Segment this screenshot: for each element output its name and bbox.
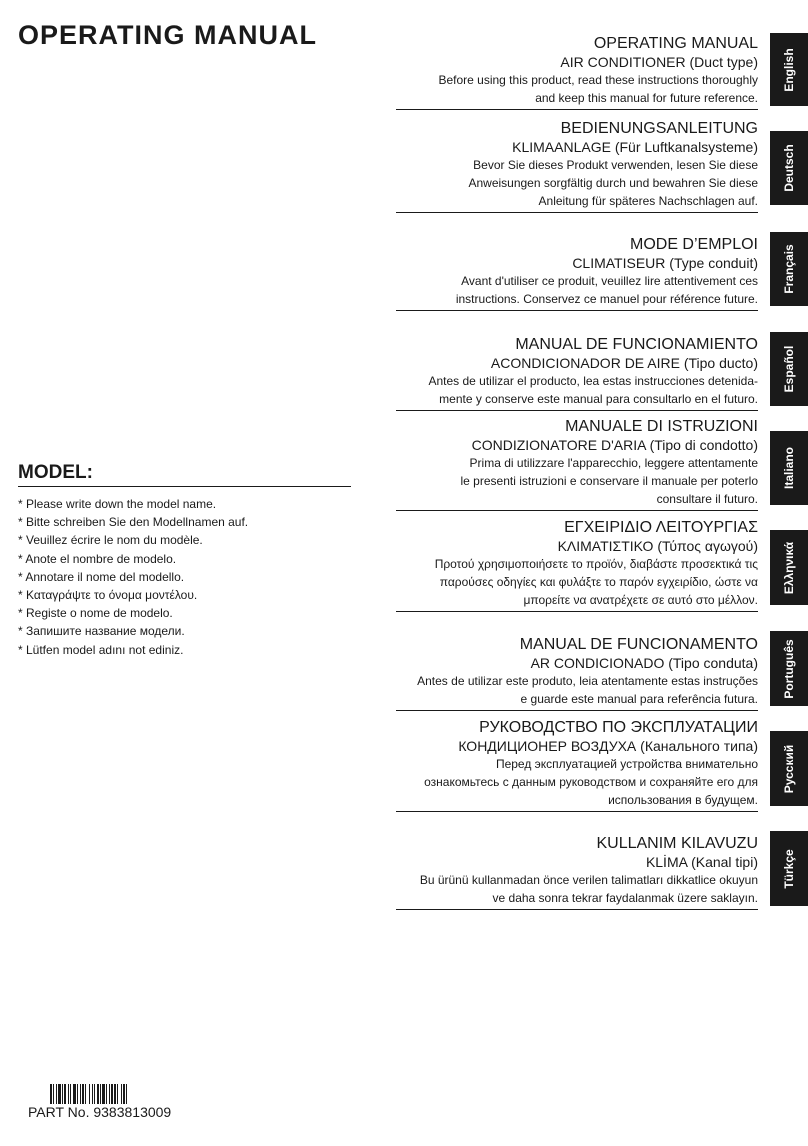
model-notes	[18, 495, 351, 659]
section-title: MANUAL DE FUNCIONAMENTO	[519, 636, 758, 653]
section-description: Prima di utilizzare l'apparecchio, leggere attentamente le presenti istruzioni e conservare il manuale per poterlo consultare il futuro.	[460, 456, 758, 506]
section-description: Antes de utilizar este produto, leia atentamente estas instruções e guarde este manual para referência futura.	[417, 674, 758, 706]
section-italiano	[396, 417, 758, 511]
tab-espanol[interactable]: Español	[770, 332, 808, 406]
tab-italiano[interactable]: Italiano	[770, 431, 808, 505]
section-english	[396, 34, 758, 110]
section-francais	[396, 235, 758, 311]
section-description: Bu ürünü kullanmadan önce verilen talimatları dikkatlice okuyun ve daha sonra tekrar faydalanmak üzere saklayın.	[419, 873, 758, 905]
section-russkiy	[396, 718, 758, 812]
part-number: PART No. 9383813009	[28, 1104, 172, 1120]
section-description: Перед эксплуатацией устройства внимательно ознакомьтесь с данным руководством и сохраняйте его для использования в будущем.	[424, 757, 758, 807]
tab-russkiy[interactable]: Русский	[770, 731, 808, 806]
section-turkce	[396, 834, 758, 910]
model-note: * Запишите название модели.	[18, 624, 185, 639]
model-note: * Anote el nombre de modelo.	[18, 551, 177, 566]
section-deutsch	[396, 119, 758, 213]
section-title: MODE D’EMPLOI	[629, 236, 758, 253]
model-note: * Annotare il nome del modello.	[18, 569, 185, 584]
barcode	[50, 1084, 170, 1104]
barcode-graphic	[50, 1084, 170, 1104]
tab-deutsch[interactable]: Deutsch	[770, 131, 808, 205]
section-subtitle: ACONDICIONADOR DE AIRE (Tipo ducto)	[490, 355, 758, 371]
tab-portugues[interactable]: Português	[770, 631, 808, 706]
model-note: * Please write down the model name.	[18, 497, 217, 511]
tab-ellinika[interactable]: Ελληνικά	[770, 530, 808, 605]
section-description: Antes de utilizar el producto, lea estas instrucciones detenida- mente y conserve este manual para consultarlo en el futuro.	[428, 374, 758, 406]
model-block	[18, 462, 351, 659]
section-title: BEDIENUNGSANLEITUNG	[560, 120, 758, 137]
section-subtitle: КОНДИЦИОНЕР ВОЗДУХА (Канального типа)	[458, 738, 758, 754]
section-title: ΕΓΧΕΙΡΙΔΙΟ ΛΕΙΤΟΥΡΓΙΑΣ	[564, 519, 758, 536]
section-title: MANUAL DE FUNCIONAMIENTO	[515, 336, 758, 353]
section-title: MANUALE DI ISTRUZIONI	[565, 418, 758, 435]
section-description: Bevor Sie dieses Produkt verwenden, lesen Sie diese Anweisungen sorgfältig durch und bewahren Sie diese Anleitung für späteres Nachschlagen auf.	[468, 158, 758, 208]
section-description: Before using this product, read these instructions thoroughly and keep this manual for future reference.	[438, 73, 758, 105]
model-note: * Bitte schreiben Sie den Modellnamen auf.	[18, 515, 249, 530]
section-title: KULLANIM KILAVUZU	[596, 835, 758, 852]
section-subtitle: KLİMA (Kanal tipi)	[645, 854, 758, 870]
model-note: * Veuillez écrire le nom du modèle.	[18, 533, 203, 548]
page-title: OPERATING MANUAL	[18, 20, 317, 50]
section-subtitle: AIR CONDITIONER (Duct type)	[560, 54, 758, 70]
model-note: * Lütfen model adını not ediniz.	[18, 642, 184, 657]
model-label: MODEL:	[18, 462, 351, 487]
section-title: РУКОВОДСТВО ПО ЭКСПЛУАТАЦИИ	[479, 719, 758, 736]
model-note: * Καταγράψτε το όνομα μοντέλου.	[18, 588, 198, 603]
tab-english[interactable]: English	[770, 33, 808, 106]
tab-francais[interactable]: Français	[770, 232, 808, 306]
model-note: * Registe o nome de modelo.	[18, 606, 173, 621]
section-subtitle: AR CONDICIONADO (Tipo conduta)	[530, 655, 758, 671]
section-description: Avant d'utiliser ce produit, veuillez lire attentivement ces instructions. Conservez ce manuel pour référence future.	[455, 274, 758, 306]
section-description: Προτού χρησιμοποιήσετε το προϊόν, διαβάστε προσεκτικά τις παρούσες οδηγίες και φυλάξτε το παρόν εγχειρίδιο, ώστε να μπορείτε να ανατρέχετε σε αυτό στο μέλλον.	[434, 557, 758, 607]
section-subtitle: CONDIZIONATORE D'ARIA (Tipo di condotto)	[471, 437, 758, 453]
tab-turkce[interactable]: Türkçe	[770, 831, 808, 906]
section-title: OPERATING MANUAL	[593, 35, 758, 52]
section-espanol	[396, 335, 758, 411]
section-subtitle: CLIMATISEUR (Type conduit)	[572, 255, 758, 271]
section-portugues	[396, 635, 758, 711]
section-ellinika	[396, 518, 758, 612]
section-subtitle: ΚΛΙΜΑΤΙΣΤΙΚΟ (Τύπος αγωγού)	[557, 538, 758, 554]
section-subtitle: KLIMAANLAGE (Für Luftkanalsysteme)	[512, 139, 758, 155]
